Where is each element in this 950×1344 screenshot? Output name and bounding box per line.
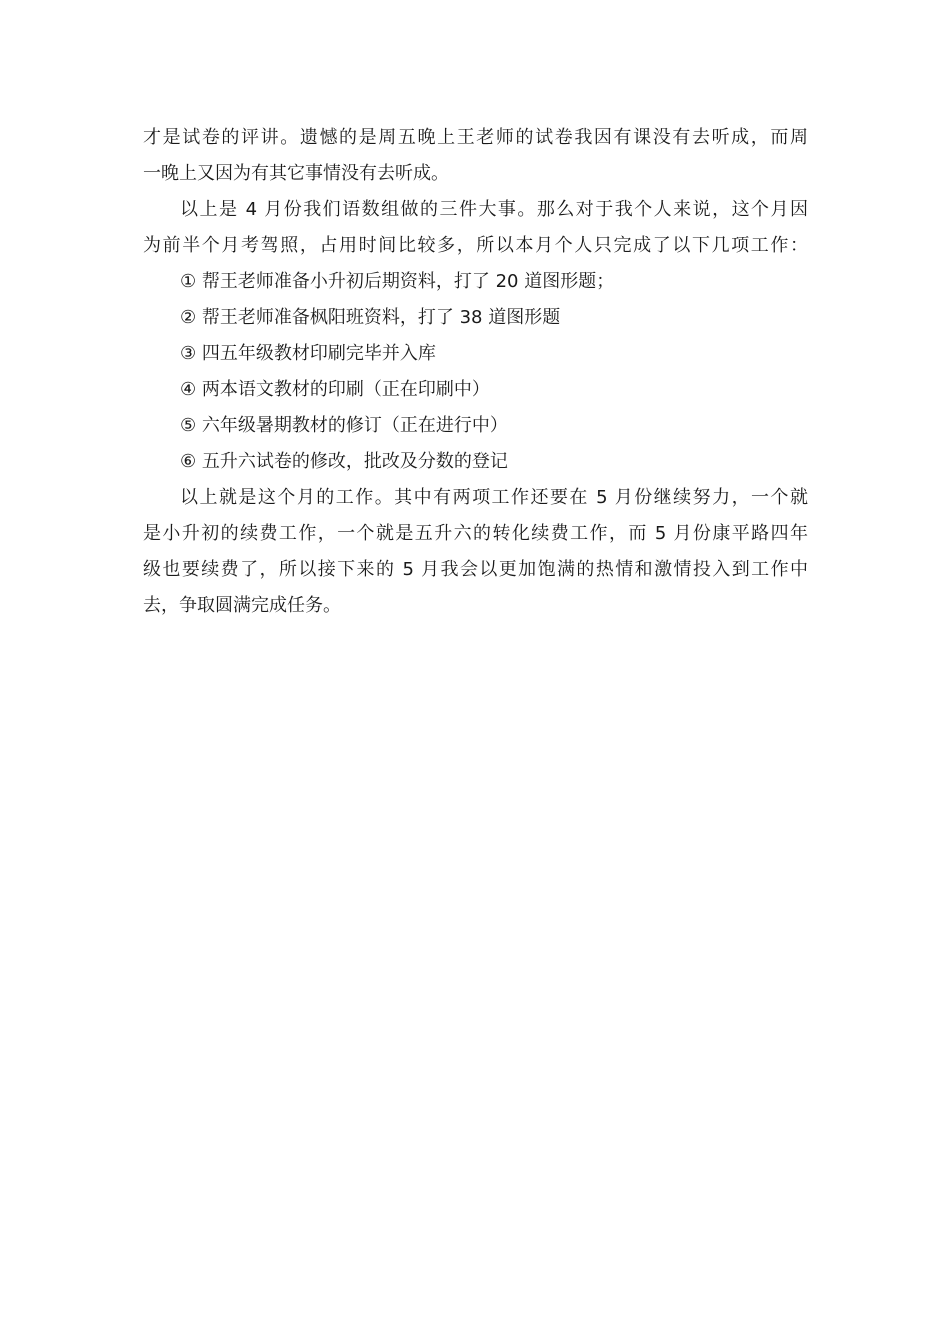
document-body (143, 120, 808, 624)
list-item-1: ① 帮王老师准备小升初后期资料，打了 20 道图形题； (180, 271, 615, 292)
paragraph-2-line-2: 为前半个月考驾照，占用时间比较多，所以本月个人只完成了以下几项工作： (143, 235, 808, 256)
list-item-2: ② 帮王老师准备枫阳班资料，打了 38 道图形题 (180, 307, 561, 328)
list-item-5: ⑤ 六年级暑期教材的修订（正在进行中） (180, 415, 508, 436)
paragraph-1-line-2: 一晚上又因为有其它事情没有去听成。 (143, 163, 449, 184)
list-item-3: ③ 四五年级教材印刷完毕并入库 (180, 343, 436, 364)
list-item-4: ④ 两本语文教材的印刷（正在印刷中） (180, 379, 490, 400)
paragraph-2-line-1: 以上是 4 月份我们语数组做的三件大事。那么对于我个人来说，这个月因 (180, 199, 808, 220)
list-item-6: ⑥ 五升六试卷的修改，批改及分数的登记 (180, 451, 508, 472)
paragraph-3-line-3: 级也要续费了，所以接下来的 5 月我会以更加饱满的热情和激情投入到工作中 (143, 559, 808, 580)
paragraph-3-line-2: 是小升初的续费工作，一个就是五升六的转化续费工作，而 5 月份康平路四年 (143, 523, 808, 544)
paragraph-1-line-1: 才是试卷的评讲。遗憾的是周五晚上王老师的试卷我因有课没有去听成，而周 (143, 127, 808, 148)
paragraph-3-line-4: 去，争取圆满完成任务。 (143, 595, 341, 616)
paragraph-3-line-1: 以上就是这个月的工作。其中有两项工作还要在 5 月份继续努力，一个就 (180, 487, 808, 508)
